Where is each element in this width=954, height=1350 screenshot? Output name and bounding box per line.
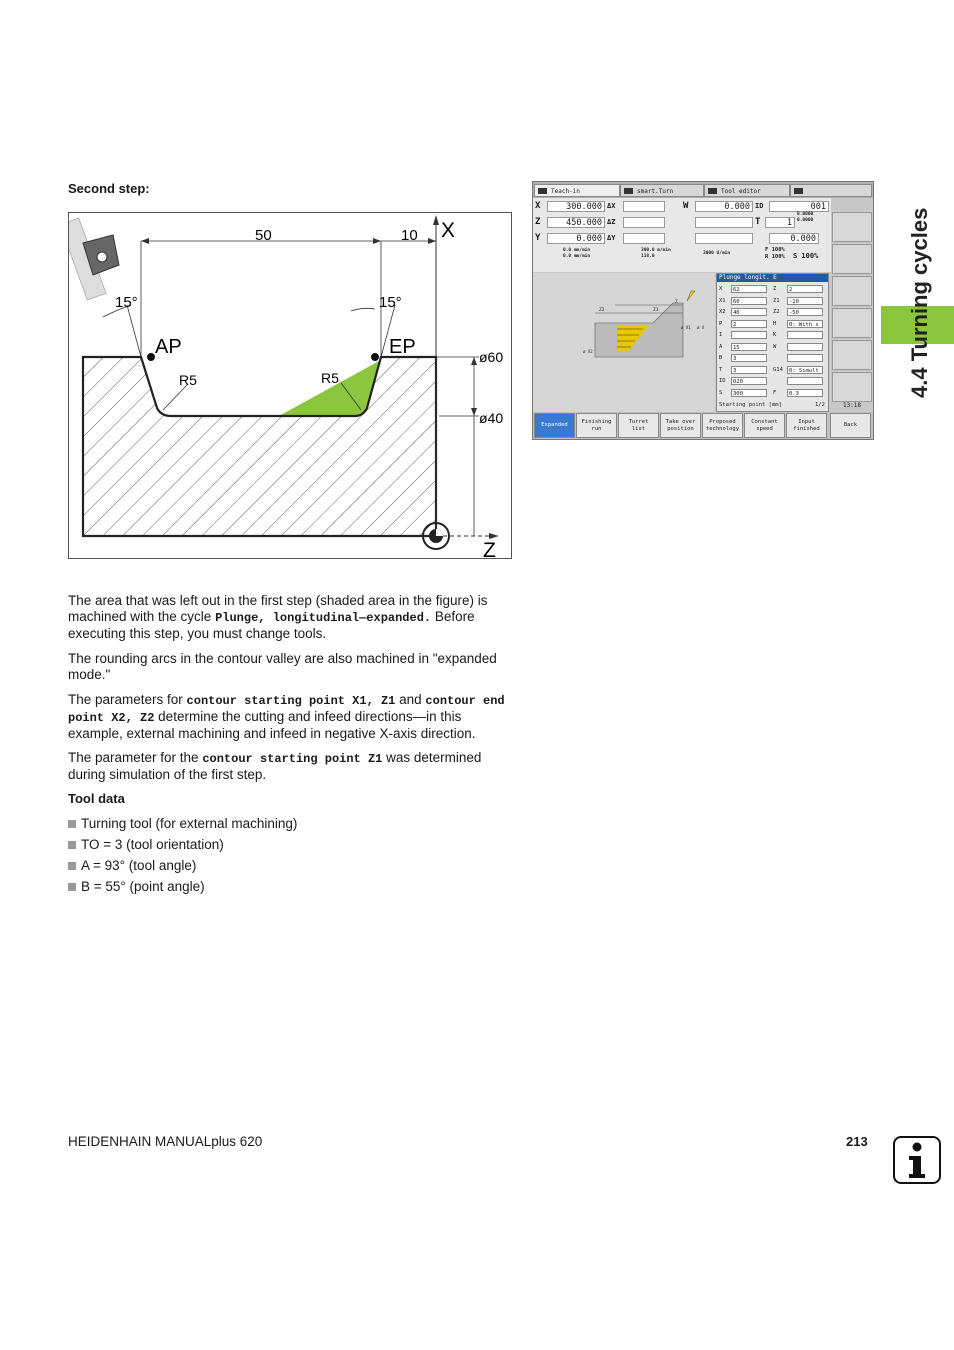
field-input[interactable]: 15: [731, 343, 767, 351]
field-input[interactable]: 0: Simult: [787, 366, 823, 374]
footer-text: HEIDENHAIN MANUALplus 620: [68, 1134, 263, 1149]
softkey-turret-list[interactable]: Turret list: [618, 413, 659, 438]
sim-x2: ø X2: [583, 349, 593, 354]
field-input[interactable]: 40: [731, 308, 767, 316]
field-input[interactable]: 3: [731, 354, 767, 362]
radius-right: R5: [321, 370, 339, 386]
field-input[interactable]: 0.3: [787, 389, 823, 397]
tool-button[interactable]: [832, 244, 872, 274]
t-value: 1: [765, 217, 795, 228]
paragraph-4: The parameter for the contour starting point Z1 was determined during simulation of the first step.: [68, 750, 482, 782]
paragraph-3: The parameters for contour starting point X1, Z1 and contour end point X2, Z2 determine the cutting and infeed directions—in this example, external machining and infeed in negative X-axis direction.: [68, 692, 505, 741]
field-input[interactable]: 2: [731, 320, 767, 328]
radius-left: R5: [179, 372, 197, 388]
tool-tip-icon: [687, 291, 695, 301]
list-item: TO = 3 (tool orientation): [68, 837, 297, 858]
w-value: 0.000: [695, 201, 753, 212]
field-input[interactable]: 300: [731, 389, 767, 397]
table-icon: [794, 188, 803, 194]
x-label: X: [535, 201, 541, 211]
y-label: Y: [535, 233, 541, 243]
field-label: P: [719, 320, 723, 327]
field-input[interactable]: 0: With s: [787, 320, 823, 328]
horizontal-softkeys: [533, 412, 873, 439]
blank-button-2[interactable]: [832, 308, 872, 338]
bullet-icon: [68, 841, 76, 849]
angle-left: 15°: [115, 294, 138, 311]
arrow-icon: [538, 188, 547, 194]
tool-icon: [69, 218, 119, 300]
dia-40: ø40: [479, 410, 504, 426]
field-input[interactable]: 62: [731, 285, 767, 293]
field-label: F: [773, 389, 777, 396]
field-input[interactable]: [787, 354, 823, 362]
id-label: ID: [755, 202, 764, 210]
dialog-footer: Starting point [mm]: [719, 402, 782, 408]
dia-60: ø60: [479, 349, 504, 365]
axis-z-label: Z: [483, 539, 496, 558]
t-label: T: [755, 217, 761, 227]
sim-x1: ø X1: [681, 325, 691, 330]
field-label: X: [719, 286, 723, 292]
sim-z: Z: [675, 300, 678, 305]
tab-extra[interactable]: [790, 184, 872, 197]
ap-point: [147, 353, 155, 361]
help-graphic: [533, 273, 715, 412]
blank-button-3[interactable]: [832, 340, 872, 370]
tx-value: 0.0000: [797, 212, 814, 217]
r-override: R 100%: [765, 254, 785, 260]
tab-smart-turn[interactable]: smart.Turn: [620, 184, 704, 197]
field-input[interactable]: 60: [731, 297, 767, 305]
section-title: [897, 190, 937, 400]
tool-icon: [708, 188, 717, 194]
contour-diagram: [69, 213, 511, 558]
feed-2: 0.0 mm/min: [563, 254, 591, 259]
field-label: A: [719, 343, 723, 350]
tz-value: 0.0000: [797, 218, 814, 223]
field-label: H: [773, 320, 777, 327]
tool-data-list: [68, 816, 297, 900]
arrow-icon: [624, 188, 633, 194]
bullet-icon: [68, 862, 76, 870]
softkey-back[interactable]: Back: [830, 413, 871, 438]
field-input[interactable]: -50: [787, 308, 823, 316]
page-number: 213: [846, 1134, 868, 1149]
field-input[interactable]: 2: [787, 285, 823, 293]
sim-z2: Z2: [599, 308, 605, 313]
field-label: S: [719, 389, 723, 396]
blank-button-1[interactable]: [832, 276, 872, 306]
contour-figure: [68, 212, 512, 559]
list-item: A = 93° (tool angle): [68, 858, 297, 879]
field-label: Z: [773, 286, 777, 292]
view-button[interactable]: [832, 212, 872, 242]
c-value: 0.000: [769, 233, 819, 244]
aux-value: [695, 217, 753, 228]
dz-label: ΔZ: [607, 218, 616, 226]
dx-value: [623, 201, 665, 212]
dim-10: 10: [401, 227, 418, 244]
tab-teach-in[interactable]: Teach-in: [534, 184, 620, 197]
dz-value: [623, 217, 665, 228]
control-screenshot: [532, 181, 874, 440]
field-label: X2: [719, 309, 726, 315]
dialog-title: Plunge longit. E: [717, 274, 828, 282]
cycle-dialog: [716, 273, 829, 412]
machine-status: [533, 198, 831, 272]
field-label: B: [719, 355, 723, 361]
field-label: G14: [773, 366, 783, 373]
bullet-icon: [68, 820, 76, 828]
id-value: 001: [769, 201, 829, 212]
softkey-input-finished[interactable]: Input finished: [786, 413, 827, 438]
field-label: W: [773, 343, 777, 350]
label-ep: EP: [389, 336, 416, 358]
field-input[interactable]: [731, 331, 767, 339]
clock: 13:18: [842, 402, 862, 409]
field-label: K: [773, 332, 777, 338]
field-label: I: [719, 332, 723, 338]
x-value: 300.000: [547, 201, 605, 212]
field-label: Z1: [773, 297, 780, 304]
field-label: Z2: [773, 309, 780, 315]
field-input[interactable]: [787, 331, 823, 339]
w-label: W: [683, 201, 689, 211]
feed-1: 0.0 mm/min: [563, 248, 591, 253]
dy-label: ΔY: [607, 234, 616, 242]
vertical-softkeys: [832, 212, 872, 412]
paragraph-2: The rounding arcs in the contour valley are also machined in "expanded mode.": [68, 651, 497, 682]
info-icon: [893, 1136, 941, 1184]
heading-tool-data: Tool data: [68, 791, 125, 806]
z-value: 450.000: [547, 217, 605, 228]
field-label: T: [719, 366, 723, 373]
angle-right: 15°: [379, 294, 402, 311]
dx-label: ΔX: [607, 202, 616, 210]
softkey-proposed-technology[interactable]: Proposed technology: [702, 413, 743, 438]
sim-z1: Z1: [653, 308, 659, 313]
list-item: Turning tool (for external machining): [68, 816, 297, 837]
dy-value: [623, 233, 665, 244]
z-label: Z: [535, 217, 541, 227]
dim-50: 50: [255, 227, 272, 244]
f-override: F 100%: [765, 247, 785, 253]
field-input[interactable]: 020: [731, 377, 767, 385]
field-label: X1: [719, 297, 726, 304]
sim-x: ø X: [697, 325, 705, 330]
heading-second-step: Second step:: [68, 181, 150, 196]
bullet-icon: [68, 883, 76, 891]
feed-3: 300.0 m/min: [641, 248, 671, 253]
softkey-constant-speed[interactable]: Constant speed: [744, 413, 785, 438]
field-input[interactable]: [787, 343, 823, 351]
axis-x-label: X: [441, 219, 456, 242]
tab-tool-editor[interactable]: Tool editor: [704, 184, 790, 197]
softkey-finishing-run[interactable]: Finishing run: [576, 413, 617, 438]
workpiece-hatch: [83, 357, 436, 536]
y-value: 0.000: [547, 233, 605, 244]
spindle-speed: 3000 U/min: [703, 251, 731, 256]
field-input[interactable]: [787, 377, 823, 385]
softkey-take-over-position[interactable]: Take over position: [660, 413, 701, 438]
s-override: S 100%: [793, 252, 819, 260]
svg-text:4.4 Turning cycles: 4.4 Turning cycles: [907, 207, 932, 398]
paragraph-1: The area that was left out in the first step (shaded area in the figure) is machined with the cycle Plunge, longitudinal—expanded. Before executing this step, you must change tools.: [68, 593, 488, 641]
list-item: B = 55° (point angle): [68, 879, 297, 900]
field-input[interactable]: -10: [787, 297, 823, 305]
label-ap: AP: [155, 336, 182, 358]
ep-point: [371, 353, 379, 361]
field-input[interactable]: 3: [731, 366, 767, 374]
aux2-value: [695, 233, 753, 244]
dialog-page: 1/2: [815, 402, 825, 408]
t-button[interactable]: [832, 372, 872, 402]
feed-4: 118.0: [641, 254, 655, 259]
softkey-expanded[interactable]: Expanded: [534, 413, 575, 438]
mode-tabs: [533, 182, 873, 198]
field-label: ID: [719, 378, 726, 384]
